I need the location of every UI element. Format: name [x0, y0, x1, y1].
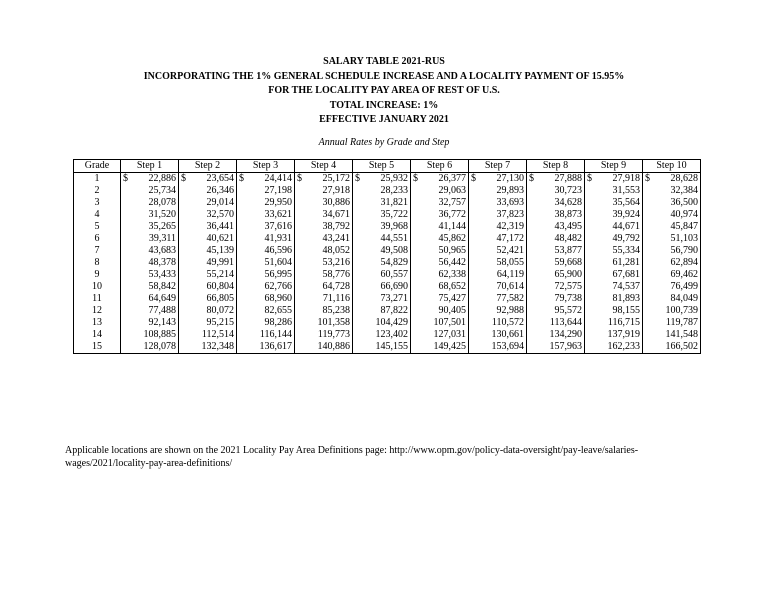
salary-cell: 34,628 [527, 197, 585, 209]
salary-cell: 60,804 [179, 281, 237, 293]
salary-cell: 36,500 [643, 197, 701, 209]
salary-cell [121, 173, 179, 186]
salary-cell: 74,537 [585, 281, 643, 293]
salary-cell: 32,570 [179, 209, 237, 221]
salary-cell: 32,384 [643, 185, 701, 197]
header-title: SALARY TABLE 2021-RUS [323, 56, 445, 67]
salary-cell: 44,671 [585, 221, 643, 233]
salary-cell: 25,734 [121, 185, 179, 197]
grade-cell: 12 [74, 305, 121, 317]
column-header-step-7: Step 7 [469, 160, 527, 173]
salary-cell: 53,877 [527, 245, 585, 257]
salary-cell: 43,495 [527, 221, 585, 233]
salary-cell: 141,548 [643, 329, 701, 341]
salary-cell: 35,722 [353, 209, 411, 221]
table-row [74, 233, 701, 245]
salary-cell: 104,429 [353, 317, 411, 329]
salary-cell: 45,139 [179, 245, 237, 257]
salary-cell: 39,311 [121, 233, 179, 245]
table-row [74, 281, 701, 293]
salary-cell: 51,103 [643, 233, 701, 245]
salary-cell: 119,787 [643, 317, 701, 329]
salary-cell [179, 173, 237, 186]
salary-cell: 56,442 [411, 257, 469, 269]
grade-cell: 2 [74, 185, 121, 197]
salary-cell: 40,974 [643, 209, 701, 221]
salary-cell: 69,462 [643, 269, 701, 281]
table-row [74, 197, 701, 209]
grade-cell: 4 [74, 209, 121, 221]
salary-value: 23,654 [206, 173, 234, 184]
salary-cell [643, 173, 701, 186]
salary-cell: 79,738 [527, 293, 585, 305]
table-row [74, 293, 701, 305]
salary-cell: 92,988 [469, 305, 527, 317]
column-header-step-8: Step 8 [527, 160, 585, 173]
table-row [74, 173, 701, 186]
salary-cell: 113,644 [527, 317, 585, 329]
salary-cell: 98,286 [237, 317, 295, 329]
salary-cell: 85,238 [295, 305, 353, 317]
salary-cell: 145,155 [353, 341, 411, 354]
currency-symbol: $ [529, 173, 534, 184]
salary-cell: 43,683 [121, 245, 179, 257]
salary-cell [527, 173, 585, 186]
salary-cell: 27,198 [237, 185, 295, 197]
salary-cell: 47,172 [469, 233, 527, 245]
salary-cell: 80,072 [179, 305, 237, 317]
salary-cell: 116,144 [237, 329, 295, 341]
grade-cell: 8 [74, 257, 121, 269]
salary-cell: 136,617 [237, 341, 295, 354]
salary-cell: 35,265 [121, 221, 179, 233]
salary-table-head [74, 160, 701, 173]
header-effective-date: EFFECTIVE JANUARY 2021 [319, 114, 449, 125]
salary-cell: 34,671 [295, 209, 353, 221]
salary-cell: 87,822 [353, 305, 411, 317]
table-row [74, 245, 701, 257]
salary-cell: 64,119 [469, 269, 527, 281]
salary-cell: 56,790 [643, 245, 701, 257]
grade-cell: 14 [74, 329, 121, 341]
document-header [0, 55, 768, 128]
salary-cell: 39,968 [353, 221, 411, 233]
salary-cell: 53,216 [295, 257, 353, 269]
table-row [74, 305, 701, 317]
currency-symbol: $ [645, 173, 650, 184]
salary-cell: 149,425 [411, 341, 469, 354]
salary-cell: 71,116 [295, 293, 353, 305]
currency-symbol: $ [181, 173, 186, 184]
salary-cell: 48,052 [295, 245, 353, 257]
salary-cell: 58,842 [121, 281, 179, 293]
salary-cell: 112,514 [179, 329, 237, 341]
salary-cell: 49,991 [179, 257, 237, 269]
salary-cell [411, 173, 469, 186]
salary-cell: 27,918 [295, 185, 353, 197]
salary-cell [237, 173, 295, 186]
salary-cell: 30,723 [527, 185, 585, 197]
salary-cell: 75,427 [411, 293, 469, 305]
grade-cell: 3 [74, 197, 121, 209]
salary-cell: 45,847 [643, 221, 701, 233]
salary-cell: 28,233 [353, 185, 411, 197]
currency-symbol: $ [587, 173, 592, 184]
column-header-step-3: Step 3 [237, 160, 295, 173]
salary-cell: 82,655 [237, 305, 295, 317]
salary-cell: 62,766 [237, 281, 295, 293]
header-row [74, 160, 701, 173]
salary-value: 27,888 [554, 173, 582, 184]
salary-cell: 65,900 [527, 269, 585, 281]
salary-cell: 49,508 [353, 245, 411, 257]
column-header-grade: Grade [74, 160, 121, 173]
salary-cell: 101,358 [295, 317, 353, 329]
salary-cell: 41,931 [237, 233, 295, 245]
salary-cell: 64,649 [121, 293, 179, 305]
salary-cell: 33,693 [469, 197, 527, 209]
table-row [74, 317, 701, 329]
salary-table-body [74, 173, 701, 354]
grade-cell: 5 [74, 221, 121, 233]
currency-symbol: $ [123, 173, 128, 184]
salary-cell: 29,950 [237, 197, 295, 209]
table-subtitle: Annual Rates by Grade and Step [318, 137, 450, 148]
salary-cell: 38,873 [527, 209, 585, 221]
salary-cell: 108,885 [121, 329, 179, 341]
salary-cell: 33,621 [237, 209, 295, 221]
salary-value: 28,628 [670, 173, 698, 184]
salary-cell: 39,924 [585, 209, 643, 221]
column-header-step-6: Step 6 [411, 160, 469, 173]
salary-cell: 140,886 [295, 341, 353, 354]
salary-value: 24,414 [264, 173, 292, 184]
salary-cell: 62,338 [411, 269, 469, 281]
column-header-step-9: Step 9 [585, 160, 643, 173]
salary-cell [585, 173, 643, 186]
salary-cell: 67,681 [585, 269, 643, 281]
salary-cell: 77,488 [121, 305, 179, 317]
salary-cell: 36,441 [179, 221, 237, 233]
table-row [74, 269, 701, 281]
grade-cell: 6 [74, 233, 121, 245]
salary-cell [353, 173, 411, 186]
salary-cell: 58,055 [469, 257, 527, 269]
salary-cell: 32,757 [411, 197, 469, 209]
salary-cell: 130,661 [469, 329, 527, 341]
table-row [74, 341, 701, 354]
header-area-line: FOR THE LOCALITY PAY AREA OF REST OF U.S. [268, 85, 500, 96]
salary-cell: 52,421 [469, 245, 527, 257]
salary-cell: 128,078 [121, 341, 179, 354]
salary-cell: 59,668 [527, 257, 585, 269]
salary-cell: 29,063 [411, 185, 469, 197]
salary-cell: 92,143 [121, 317, 179, 329]
table-row [74, 185, 701, 197]
salary-cell: 132,348 [179, 341, 237, 354]
salary-value: 27,130 [496, 173, 524, 184]
salary-cell: 68,960 [237, 293, 295, 305]
table-row [74, 257, 701, 269]
salary-cell: 64,728 [295, 281, 353, 293]
salary-cell: 116,715 [585, 317, 643, 329]
column-header-step-2: Step 2 [179, 160, 237, 173]
currency-symbol: $ [239, 173, 244, 184]
salary-cell: 38,792 [295, 221, 353, 233]
grade-cell: 1 [74, 173, 121, 186]
salary-cell: 95,215 [179, 317, 237, 329]
currency-symbol: $ [471, 173, 476, 184]
salary-cell: 166,502 [643, 341, 701, 354]
salary-cell: 66,805 [179, 293, 237, 305]
salary-cell: 157,963 [527, 341, 585, 354]
salary-value: 25,932 [380, 173, 408, 184]
column-header-step-1: Step 1 [121, 160, 179, 173]
grade-cell: 9 [74, 269, 121, 281]
grade-cell: 11 [74, 293, 121, 305]
column-header-step-10: Step 10 [643, 160, 701, 173]
table-row [74, 221, 701, 233]
salary-cell: 44,551 [353, 233, 411, 245]
salary-cell: 76,499 [643, 281, 701, 293]
grade-cell: 13 [74, 317, 121, 329]
salary-cell: 46,596 [237, 245, 295, 257]
salary-cell: 51,604 [237, 257, 295, 269]
salary-cell: 48,482 [527, 233, 585, 245]
currency-symbol: $ [413, 173, 418, 184]
salary-cell: 60,557 [353, 269, 411, 281]
column-header-step-5: Step 5 [353, 160, 411, 173]
salary-cell: 37,823 [469, 209, 527, 221]
salary-cell: 100,739 [643, 305, 701, 317]
table-row [74, 329, 701, 341]
grade-cell: 15 [74, 341, 121, 354]
salary-value: 22,886 [148, 173, 176, 184]
salary-value: 25,172 [322, 173, 350, 184]
salary-cell: 53,433 [121, 269, 179, 281]
salary-cell: 41,144 [411, 221, 469, 233]
salary-cell: 90,405 [411, 305, 469, 317]
salary-cell: 45,862 [411, 233, 469, 245]
salary-value: 27,918 [612, 173, 640, 184]
currency-symbol: $ [355, 173, 360, 184]
salary-cell: 36,772 [411, 209, 469, 221]
salary-cell: 28,078 [121, 197, 179, 209]
salary-cell [469, 173, 527, 186]
salary-cell: 35,564 [585, 197, 643, 209]
salary-cell: 58,776 [295, 269, 353, 281]
salary-cell: 107,501 [411, 317, 469, 329]
salary-cell: 81,893 [585, 293, 643, 305]
salary-cell [295, 173, 353, 186]
salary-cell: 29,893 [469, 185, 527, 197]
salary-cell: 153,694 [469, 341, 527, 354]
salary-cell: 162,233 [585, 341, 643, 354]
header-total-increase: TOTAL INCREASE: 1% [329, 99, 439, 111]
salary-cell: 123,402 [353, 329, 411, 341]
salary-cell: 77,582 [469, 293, 527, 305]
salary-cell: 43,241 [295, 233, 353, 245]
salary-cell: 61,281 [585, 257, 643, 269]
salary-cell: 56,995 [237, 269, 295, 281]
salary-value: 26,377 [438, 173, 466, 184]
salary-cell: 48,378 [121, 257, 179, 269]
salary-cell: 72,575 [527, 281, 585, 293]
salary-cell: 50,965 [411, 245, 469, 257]
salary-cell: 30,886 [295, 197, 353, 209]
salary-cell: 55,214 [179, 269, 237, 281]
column-header-step-4: Step 4 [295, 160, 353, 173]
salary-cell: 29,014 [179, 197, 237, 209]
salary-cell: 40,621 [179, 233, 237, 245]
salary-cell: 98,155 [585, 305, 643, 317]
footer-note: Applicable locations are shown on the 2021 Locality Pay Area Definitions page: http://www.opm.gov/policy-data-oversight/pay-leave/salaries-wages/2021/locality-pay-area-definitions/ [65, 445, 639, 469]
salary-cell: 62,894 [643, 257, 701, 269]
salary-cell: 31,821 [353, 197, 411, 209]
salary-table [73, 159, 701, 354]
currency-symbol: $ [297, 173, 302, 184]
grade-cell: 7 [74, 245, 121, 257]
salary-cell: 73,271 [353, 293, 411, 305]
salary-cell: 137,919 [585, 329, 643, 341]
grade-cell: 10 [74, 281, 121, 293]
salary-cell: 119,773 [295, 329, 353, 341]
salary-cell: 68,652 [411, 281, 469, 293]
header-locality-line: INCORPORATING THE 1% GENERAL SCHEDULE INCREASE AND A LOCALITY PAYMENT OF 15.95% [143, 70, 625, 82]
salary-cell: 95,572 [527, 305, 585, 317]
salary-cell: 26,346 [179, 185, 237, 197]
salary-cell: 42,319 [469, 221, 527, 233]
salary-cell: 134,290 [527, 329, 585, 341]
salary-cell: 49,792 [585, 233, 643, 245]
salary-cell: 127,031 [411, 329, 469, 341]
salary-cell: 55,334 [585, 245, 643, 257]
salary-cell: 31,553 [585, 185, 643, 197]
salary-cell: 37,616 [237, 221, 295, 233]
salary-cell: 110,572 [469, 317, 527, 329]
salary-cell: 66,690 [353, 281, 411, 293]
salary-cell: 70,614 [469, 281, 527, 293]
salary-cell: 84,049 [643, 293, 701, 305]
salary-cell: 54,829 [353, 257, 411, 269]
table-row [74, 209, 701, 221]
salary-cell: 31,520 [121, 209, 179, 221]
